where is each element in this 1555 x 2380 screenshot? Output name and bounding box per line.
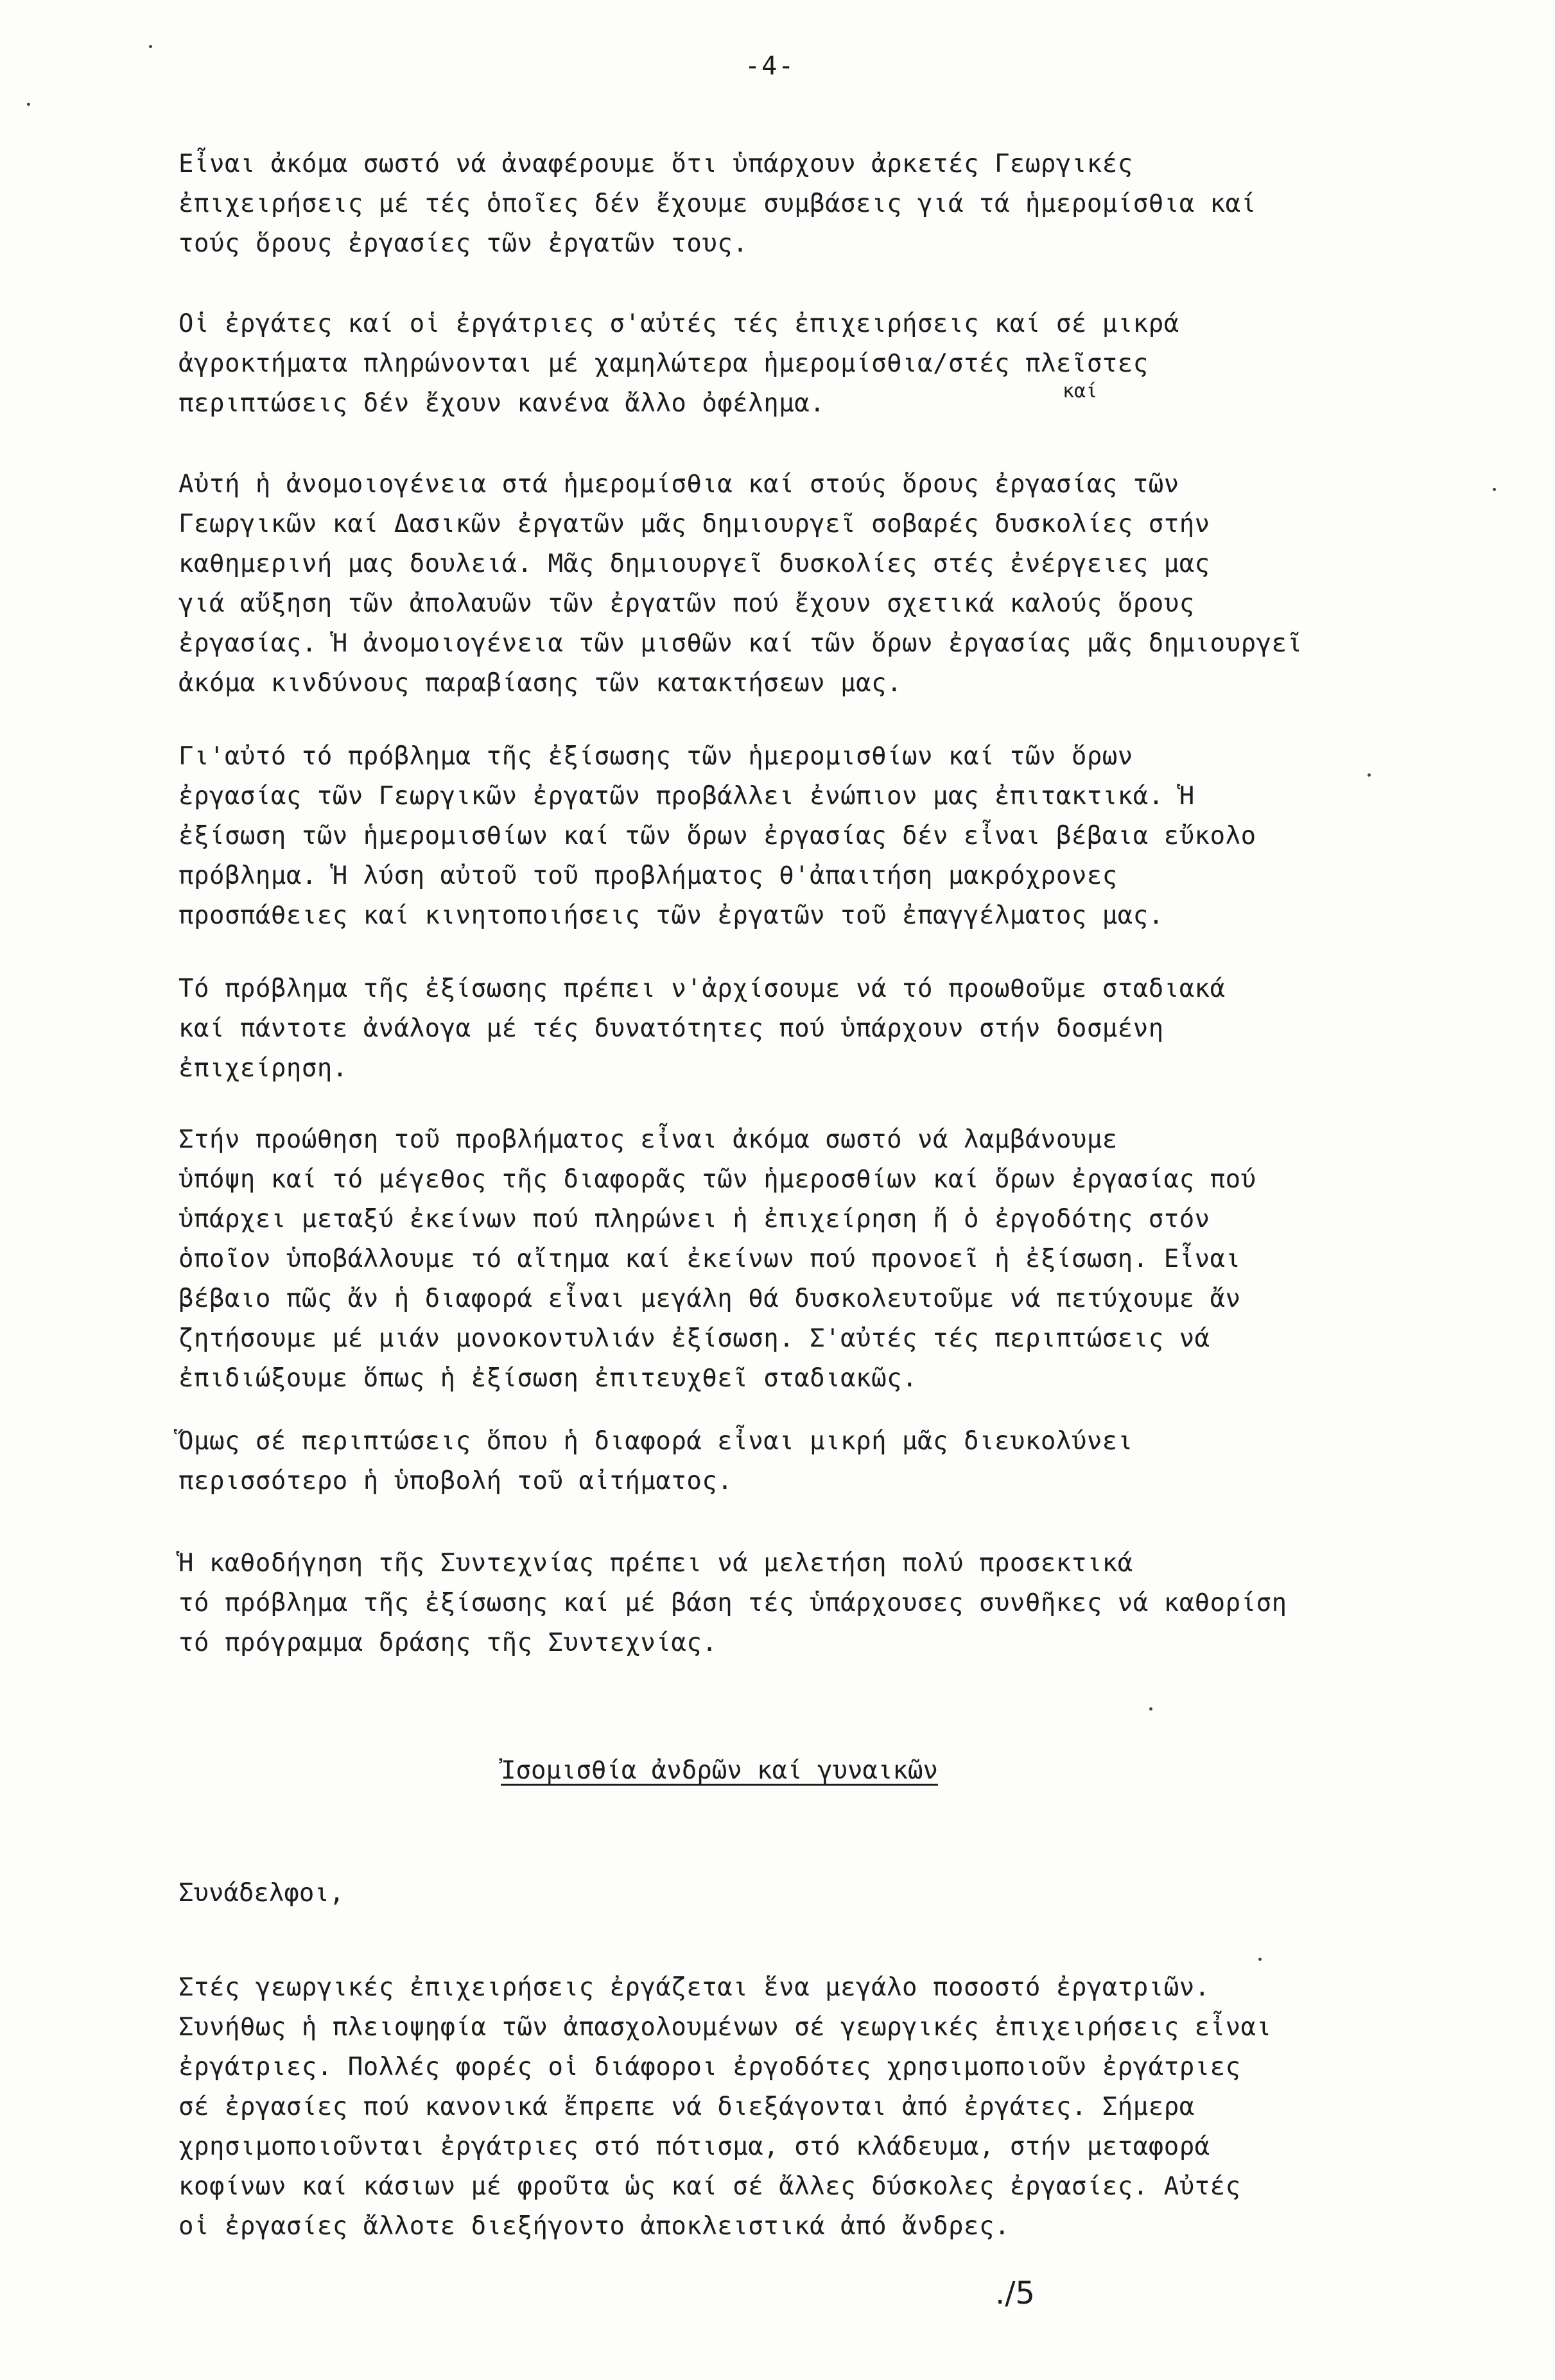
scan-speck: [1493, 488, 1496, 491]
closing-paragraph: Στές γεωργικές ἐπιχειρήσεις ἐργάζεται ἕνα μεγάλο ποσοστό ἐργατριῶν. Συνήθως ἡ πλειοψηφία τῶν ἀπασχολουμένων σέ γεωργικές ἐπιχειρήσεις εἶναι ἐργάτριες. Πολλές φορές οἱ διάφοροι ἐργοδότες χρησιμοποιοῦν ἐργάτριες σέ ἐργασίες πού κανονικά ἔπρεπε νά διεξάγονται ἀπό ἐργάτες. Σήμερα χρησιμοποιοῦνται ἐργάτριες στό πότισμα, στό κλάδευμα, στήν μεταφορά κοφίνων καί κάσιων μέ φροῦτα ὡς καί σέ ἄλλες δύσκολες ἐργασίες. Αὐτές οἱ ἐργασίες ἄλλοτε διεξήγοντο ἀποκλειστικά ἀπό ἄνδρες.: [178, 1973, 1272, 2241]
paragraph-1: Εἶναι ἀκόμα σωστό νά ἀναφέρουμε ὅτι ὑπάρχουν ἀρκετές Γεωργικές ἐπιχειρήσεις μέ τές ὁποῖες δέν ἔχουμε συμβάσεις γιά τά ἡμερομίσθια καί τούς ὅρους ἐργασίες τῶν ἐργατῶν τους.: [178, 150, 1256, 258]
paragraph-8: Ἡ καθοδήγηση τῆς Συντεχνίας πρέπει νά μελετήση πολύ προσεκτικά τό πρόβλημα τῆς ἐξίσωσης καί μέ βάση τές ὑπάρχουσες συνθῆκες νά καθορίση τό πρόγραμμα δράσης τῆς Συντεχνίας.: [178, 1549, 1287, 1657]
paragraph-7: Ὅμως σέ περιπτώσεις ὅπου ἡ διαφορά εἶναι μικρή μᾶς διευκολύνει περισσότερο ἡ ὑποβολή τοῦ αἰτήματος.: [178, 1427, 1133, 1496]
paragraph-6: Στήν προώθηση τοῦ προβλήματος εἶναι ἀκόμα σωστό νά λαμβάνουμε ὑπόψη καί τό μέγεθος τῆς διαφορᾶς τῶν ἡμεροσθίων καί ὅρων ἐργασίας πού ὑπάρχει μεταξύ ἐκείνων πού πληρώνει ἡ ἐπιχείρηση ἤ ὁ ἐργοδότης στόν ὁποῖον ὑποβάλλουμε τό αἴτημα καί ἐκείνων πού προνοεῖ ἡ ἐξίσωση. Εἶναι βέβαιο πῶς ἄν ἡ διαφορά εἶναι μεγάλη θά δυσκολευτοῦμε νά πετύχουμε ἄν ζητήσουμε μέ μιάν μονοκοντυλιάν ἐξίσωση. Σ'αὐτές τές περιπτώσεις νά ἐπιδιώξουμε ὅπως ἡ ἐξίσωση ἐπιτευχθεῖ σταδιακῶς.: [178, 1125, 1256, 1393]
scan-speck: [1258, 1958, 1262, 1961]
greeting: Συνάδελφοι,: [178, 1879, 345, 1908]
scan-speck: [1149, 1707, 1152, 1711]
page-number: -4-: [745, 51, 795, 81]
section-heading: Ἰσομισθία ἀνδρῶν καί γυναικῶν: [501, 1756, 938, 1785]
scan-speck: [149, 45, 152, 48]
paragraph-5: Τό πρόβλημα τῆς ἐξίσωσης πρέπει ν'ἀρχίσουμε νά τό προωθοῦμε σταδιακά καί πάντοτε ἀνάλογα μέ τές δυνατότητες πού ὑπάρχουν στήν δοσμένη ἐπιχείρηση.: [178, 974, 1226, 1083]
paragraph-3: Αὐτή ἡ ἀνομοιογένεια στά ἡμερομίσθια καί στούς ὅρους ἐργασίας τῶν Γεωργικῶν καί Δασικῶν ἐργατῶν μᾶς δημιουργεῖ σοβαρές δυσκολίες στήν καθημερινή μας δουλειά. Μᾶς δημιουργεῖ δυσκολίες στές ἐνέργειες μας γιά αὔξηση τῶν ἀπολαυῶν τῶν ἐργατῶν πού ἔχουν σχετικά καλούς ὅρους ἐργασίας. Ἡ ἀνομοιογένεια τῶν μισθῶν καί τῶν ὅρων ἐργασίας μᾶς δημιουργεῖ ἀκόμα κινδύνους παραβίασης τῶν κατακτήσεων μας.: [178, 470, 1303, 698]
paragraph-4: Γι'αὐτό τό πρόβλημα τῆς ἐξίσωσης τῶν ἡμερομισθίων καί τῶν ὅρων ἐργασίας τῶν Γεωργικῶν ἐργατῶν προβάλλει ἐνώπιον μας ἐπιτακτικά. Ἡ ἐξίσωση τῶν ἡμερομισθίων καί τῶν ὅρων ἐργασίας δέν εἶναι βέβαια εὔκολο πρόβλημα. Ἡ λύση αὐτοῦ τοῦ προβλήματος θ'ἀπαιτήση μακρόχρονες προσπάθειες καί κινητοποιήσεις τῶν ἐργατῶν τοῦ ἐπαγγέλματος μας.: [178, 742, 1256, 930]
paragraph-2: Οἱ ἐργάτες καί οἱ ἐργάτριες σ'αὐτές τές ἐπιχειρήσεις καί σέ μικρά ἀγροκτήματα πληρώνονται μέ χαμηλώτερα ἡμερομίσθια/στές πλεῖστες περιπτώσεις δέν ἔχουν κανένα ἄλλο ὀφέλημα.: [178, 309, 1179, 418]
continuation-mark: ./5: [995, 2275, 1035, 2311]
scan-speck: [1368, 773, 1371, 777]
scan-speck: [27, 103, 30, 106]
handwritten-insert: καί: [1063, 380, 1098, 402]
